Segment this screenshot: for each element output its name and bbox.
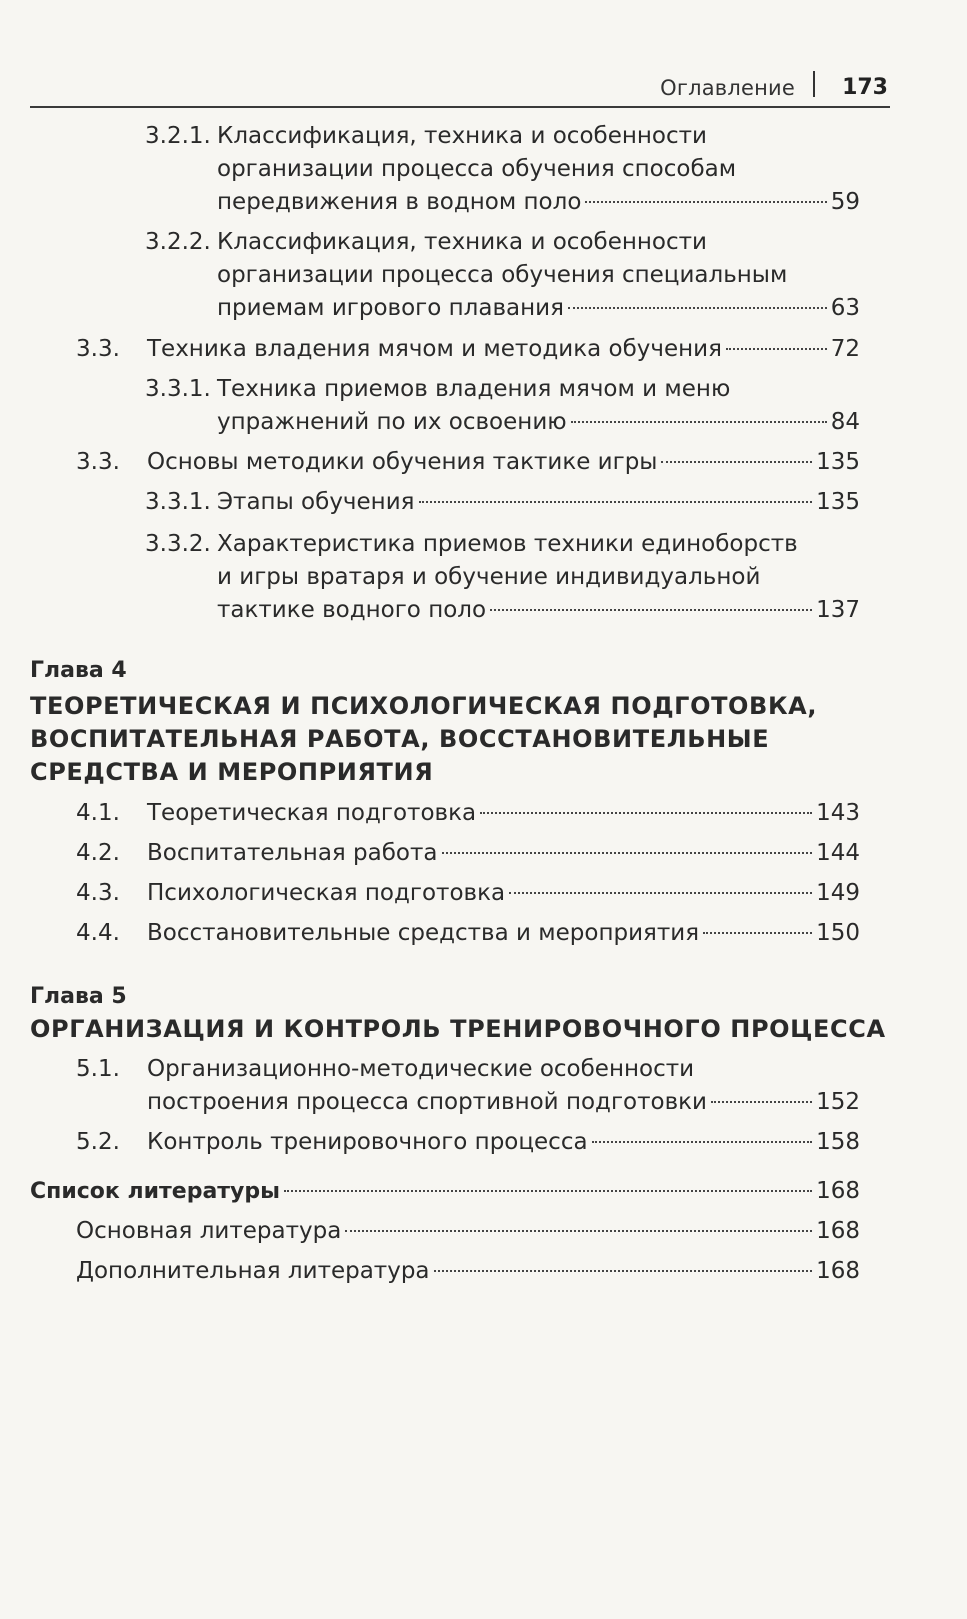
entry-leader-line: [76, 1215, 860, 1248]
entry-leader-line: [147, 333, 860, 366]
dot-leader: [568, 307, 827, 309]
entry-leader-line: [217, 292, 860, 325]
dot-leader: [442, 852, 813, 854]
entry-text: построения процесса спортивной подготовки: [147, 1089, 707, 1115]
entry-page: 168: [816, 1218, 860, 1244]
entry-leader-line: [76, 1255, 860, 1288]
entry-number: 3.3.: [76, 449, 120, 475]
entry-text: тактике водного поло: [217, 597, 487, 623]
entry-text: Теоретическая подготовка: [147, 800, 477, 826]
page-number: 173: [842, 75, 888, 100]
chapter-label: Глава 5: [30, 984, 127, 1009]
entry-text: Список литературы: [30, 1179, 281, 1204]
entry-page: 150: [816, 920, 860, 946]
entry-leader-line: [217, 486, 860, 519]
dot-leader: [480, 812, 812, 814]
entry-text: Дополнительная литература: [76, 1258, 430, 1284]
dot-leader: [419, 501, 813, 503]
dot-leader: [490, 609, 812, 611]
entry-page: 143: [816, 800, 860, 826]
entry-text: Психологическая подготовка: [147, 880, 506, 906]
dot-leader: [726, 348, 827, 350]
dot-leader: [509, 892, 812, 894]
entry-number: 4.2.: [76, 840, 120, 866]
dot-leader: [703, 932, 812, 934]
entry-page: 137: [816, 597, 860, 623]
entry-leader-line: [147, 1126, 860, 1159]
entry-text-line: и игры вратаря и обучение индивидуальной: [217, 564, 761, 590]
entry-text-line: Техника приемов владения мячом и меню: [217, 376, 731, 402]
header-separator: [813, 71, 815, 97]
entry-number: 3.3.2.: [145, 531, 211, 557]
entry-page: 168: [816, 1258, 860, 1284]
entry-text: Этапы обучения: [217, 489, 415, 515]
entry-page: 135: [816, 489, 860, 515]
entry-number: 5.2.: [76, 1129, 120, 1155]
running-header-title: Оглавление: [660, 76, 795, 100]
dot-leader: [434, 1270, 813, 1272]
chapter-label: Глава 4: [30, 658, 127, 683]
entry-leader-line: [147, 837, 860, 870]
entry-number: 4.1.: [76, 800, 120, 826]
entry-leader-line: [147, 797, 860, 830]
entry-text: Контроль тренировочного процесса: [147, 1129, 588, 1155]
entry-text-line: организации процесса обучения способам: [217, 156, 737, 182]
entry-page: 59: [830, 189, 860, 215]
entry-page: 72: [830, 336, 860, 362]
entry-number: 3.3.1.: [145, 376, 211, 402]
entry-leader-line: [30, 1175, 860, 1208]
dot-leader: [661, 461, 812, 463]
entry-text: упражнений по их освоению: [217, 409, 567, 435]
chapter-title[interactable]: ОРГАНИЗАЦИЯ И КОНТРОЛЬ ТРЕНИРОВОЧНОГО ПРОЦЕССА: [30, 1015, 886, 1043]
entry-page: 149: [816, 880, 860, 906]
chapter-title-line: ВОСПИТАТЕЛЬНАЯ РАБОТА, ВОССТАНОВИТЕЛЬНЫЕ: [30, 725, 770, 753]
entry-text-line: организации процесса обучения специальным: [217, 262, 788, 288]
entry-number: 3.3.: [76, 336, 120, 362]
dot-leader: [585, 201, 826, 203]
entry-text-line: Классификация, техника и особенности: [217, 229, 707, 255]
entry-page: 168: [816, 1178, 860, 1204]
entry-page: 152: [816, 1089, 860, 1115]
entry-page: 63: [830, 295, 860, 321]
entry-number: 3.3.1.: [145, 489, 211, 515]
dot-leader: [345, 1230, 812, 1232]
entry-leader-line: [147, 917, 860, 950]
chapter-title[interactable]: [30, 690, 910, 789]
entry-text: Основная литература: [76, 1218, 342, 1244]
entry-leader-line: [217, 406, 860, 439]
entry-text: Техника владения мячом и методика обучения: [147, 336, 722, 362]
entry-page: 135: [816, 449, 860, 475]
entry-text-line: Классификация, техника и особенности: [217, 123, 707, 149]
entry-text: передвижения в водном поло: [217, 189, 582, 215]
entry-number: 3.2.1.: [145, 123, 211, 149]
entry-leader-line: [217, 594, 860, 627]
entry-text-line: Характеристика приемов техники единоборств: [217, 531, 798, 557]
chapter-title-line: СРЕДСТВА И МЕРОПРИЯТИЯ: [30, 758, 434, 786]
dot-leader: [711, 1101, 812, 1103]
chapter-title-line: ТЕОРЕТИЧЕСКАЯ И ПСИХОЛОГИЧЕСКАЯ ПОДГОТОВКА,: [30, 692, 818, 720]
dot-leader: [571, 421, 827, 423]
entry-leader-line: [147, 877, 860, 910]
entry-leader-line: [147, 1086, 860, 1119]
entry-number: 5.1.: [76, 1056, 120, 1082]
entry-page: 144: [816, 840, 860, 866]
entry-number: 4.3.: [76, 880, 120, 906]
entry-text: Восстановительные средства и мероприятия: [147, 920, 700, 946]
entry-text-line: Организационно-методические особенности: [147, 1056, 695, 1082]
dot-leader: [284, 1190, 812, 1192]
dot-leader: [592, 1141, 813, 1143]
entry-page: 158: [816, 1129, 860, 1155]
entry-leader-line: [217, 186, 860, 219]
entry-text: Воспитательная работа: [147, 840, 438, 866]
entry-text: Основы методики обучения тактике игры: [147, 449, 658, 475]
entry-number: 4.4.: [76, 920, 120, 946]
entry-number: 3.2.2.: [145, 229, 211, 255]
entry-page: 84: [830, 409, 860, 435]
running-header: [30, 66, 890, 108]
entry-leader-line: [147, 446, 860, 479]
entry-text: приемам игрового плавания: [217, 295, 564, 321]
